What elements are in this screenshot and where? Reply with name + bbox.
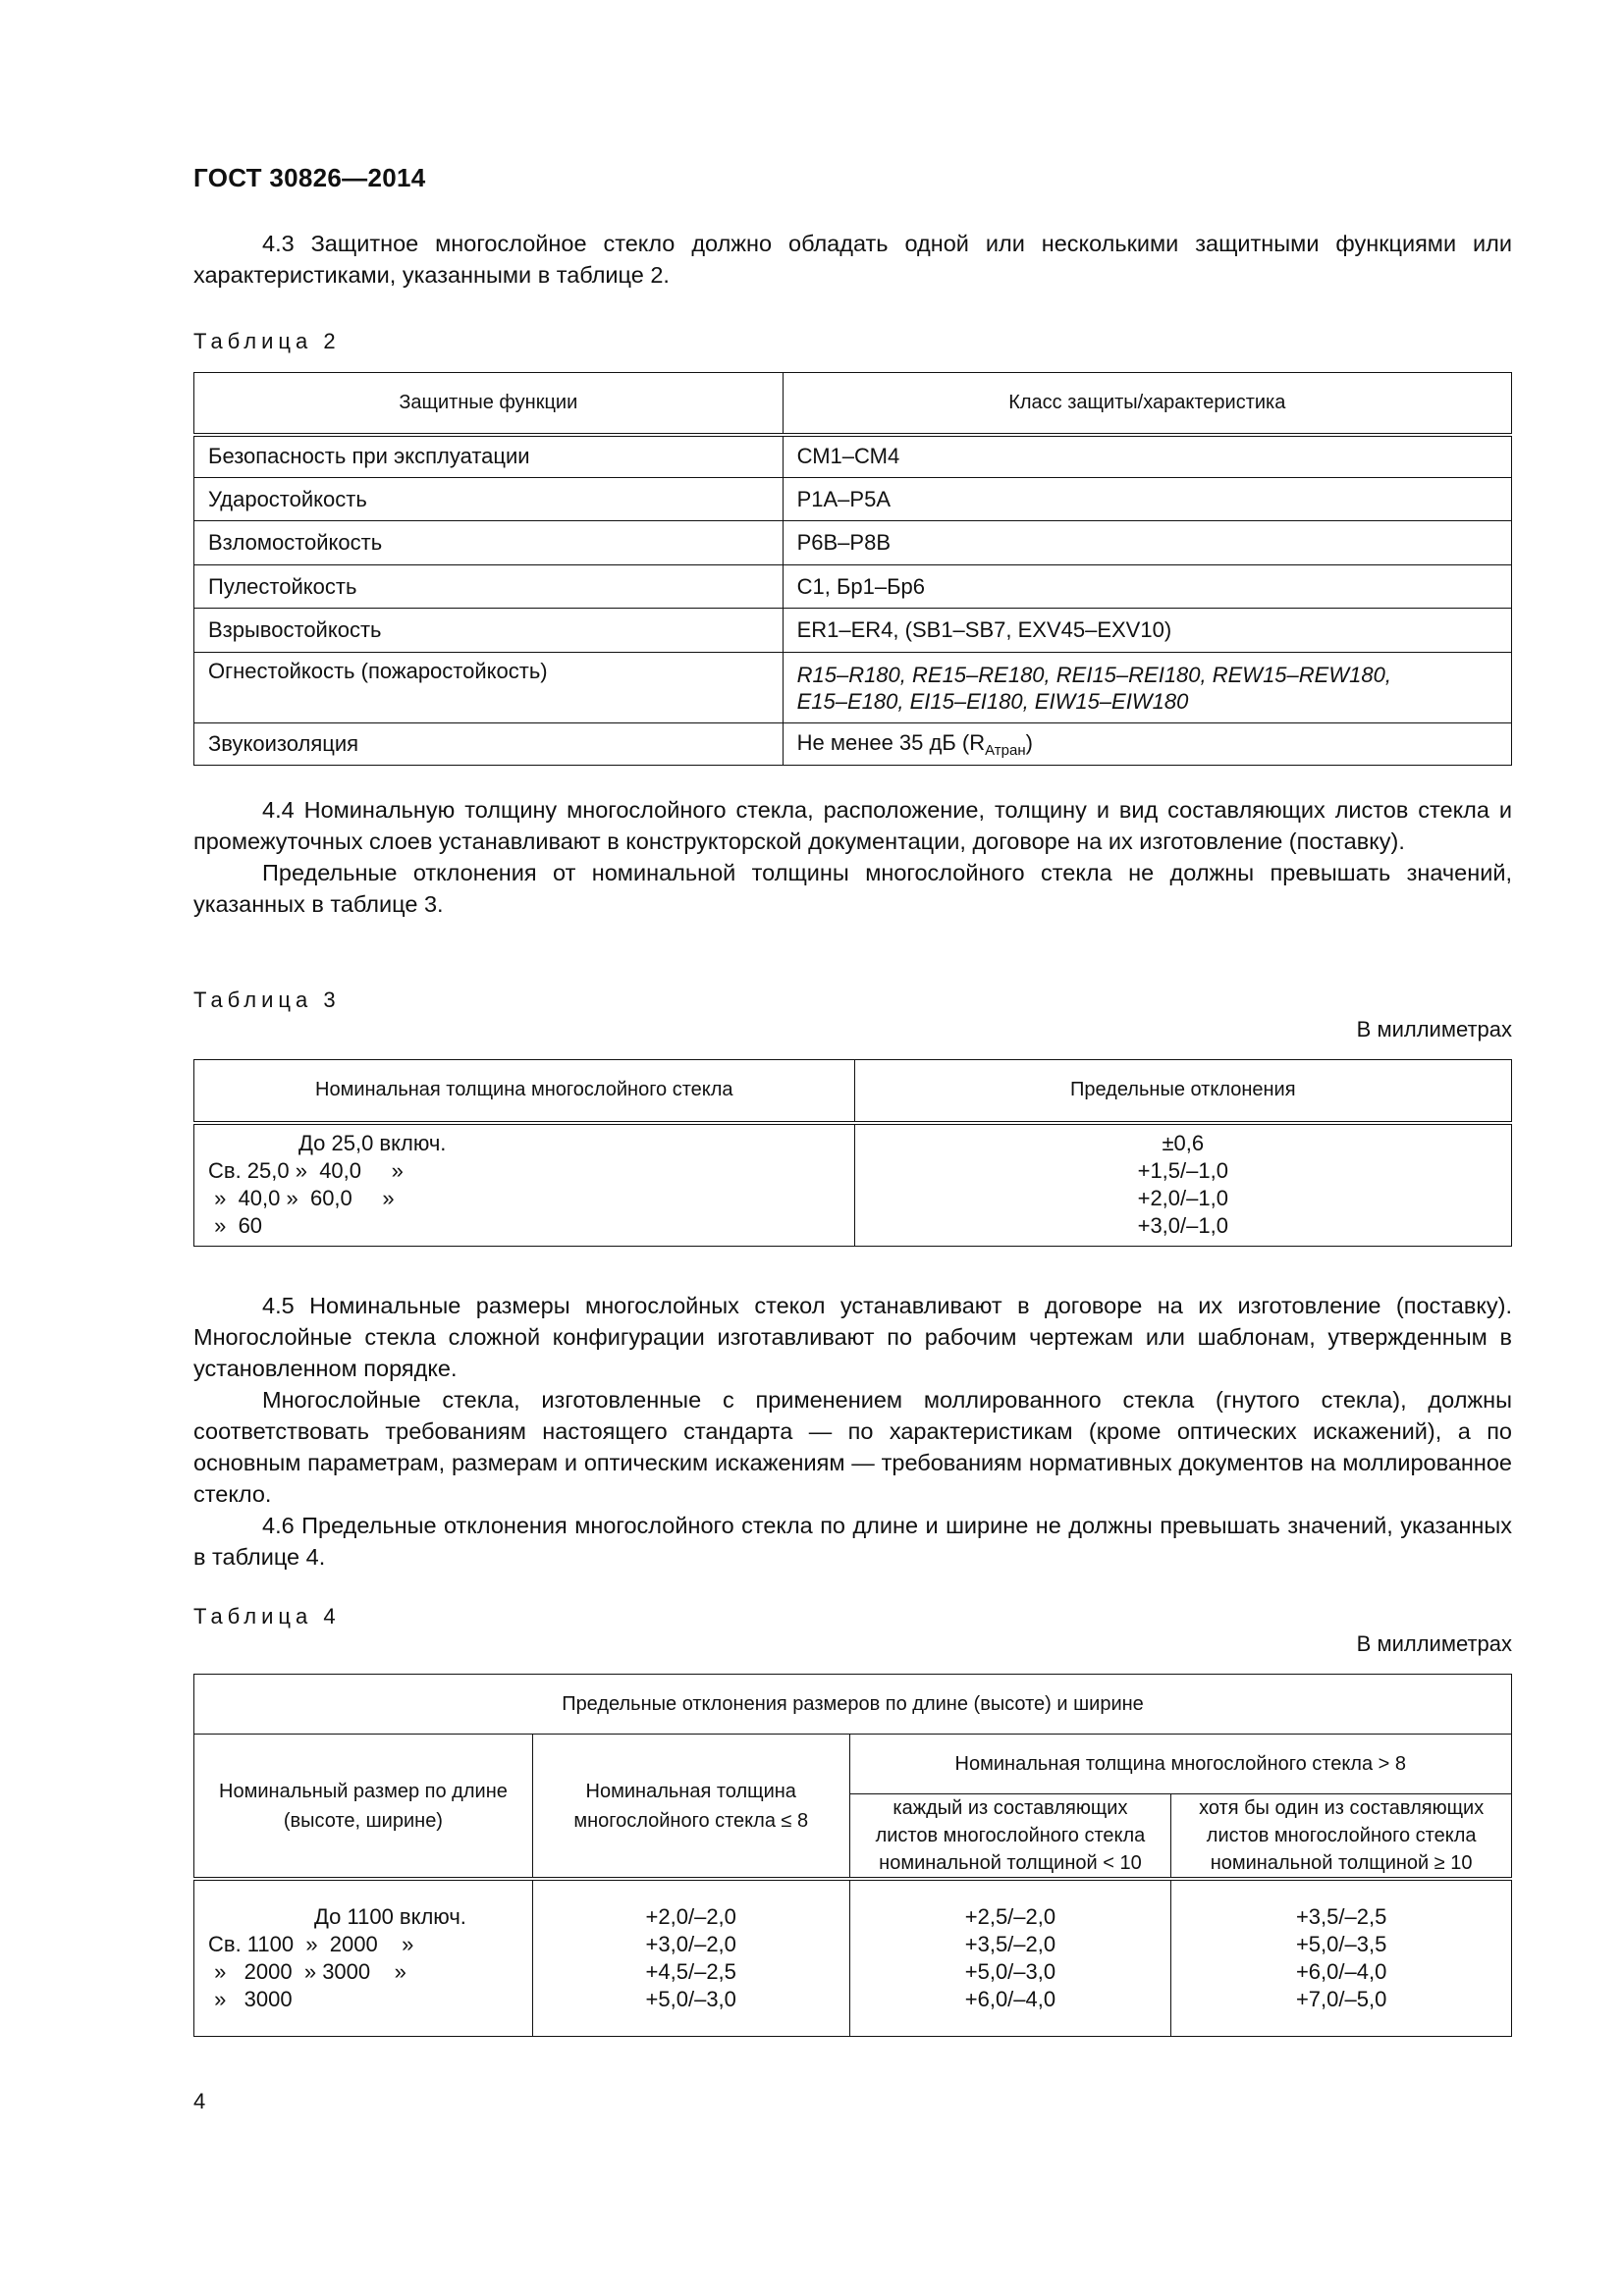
table4-header-le8-line-2: многослойного стекла ≤ 8 <box>573 1809 809 1832</box>
table4-le8-cell: +4,5/–2,5 <box>645 1958 736 1984</box>
table3-header-row <box>194 1060 1512 1123</box>
table2-class: ER1–ER4, (SB1–SB7, EXV45–EXV10) <box>783 609 1511 653</box>
table4-header-ge10-line-3: номинальной толщиной ≥ 10 <box>1210 1852 1473 1874</box>
table4-header-ge10-line-2: листов многослойного стекла <box>1206 1825 1477 1846</box>
table2-class: С1, Бр1–Бр6 <box>783 565 1511 609</box>
table4-le8-cell: +2,0/–2,0 <box>645 1903 736 1929</box>
table2-function: Звукоизоляция <box>194 723 784 766</box>
table4-size-column <box>194 1879 533 2036</box>
table3-deviation-column <box>854 1123 1511 1247</box>
paragraph-4-4-deviations: Предельные отклонения от номинальной толщины многослойного стекла не должны превышать значений, указанных в таблице 3. <box>193 860 1512 917</box>
table4-header-size-line-2: (высоте, ширине) <box>283 1809 443 1832</box>
table4-le8-column <box>532 1879 849 2036</box>
table3-caption: Таблица 3 <box>193 988 341 1012</box>
paragraph-4-4: 4.4 Номинальную толщину многослойного стекла, расположение, толщину и вид составляющих листов стекла и промежуточных слоев устанавливают в конструкторской документации, договоре на их изготовление (поставку). <box>193 797 1512 854</box>
section-4-4 <box>193 794 1512 920</box>
section-4-5-4-6 <box>193 1290 1512 1573</box>
sound-class-subscript: Атран <box>985 741 1026 759</box>
table3-header-thickness: Номинальная толщина многослойного стекла <box>194 1060 855 1123</box>
table3-thickness-cell: » 60 <box>208 1213 263 1239</box>
table4-size-cell: » 3000 <box>208 1986 293 2011</box>
table4-le8-cell: +5,0/–3,0 <box>645 1986 736 2011</box>
table4-header-size-line-1: Номинальный размер по длине <box>219 1780 508 1802</box>
table4-header-gt8-group: Номинальная толщина многослойного стекла > 8 <box>849 1735 1511 1794</box>
table4-ge10-cell: +5,0/–3,5 <box>1295 1931 1387 1956</box>
table3-thickness-cell: До 25,0 включ. <box>298 1131 447 1156</box>
table3-thickness-cell: Св. 25,0 » 40,0 » <box>208 1158 404 1184</box>
table4-header-row-2 <box>194 1735 1512 1794</box>
table2-header-row <box>194 373 1512 435</box>
table4-caption: Таблица 4 <box>193 1604 341 1629</box>
paragraph-4-5: 4.5 Номинальные размеры многослойных стекол устанавливают в договоре на их изготовление (поставку). Многослойные стекла сложной конфигурации изготавливают по рабочим чертежам или шаблонам, утвержденным в установленном порядке. <box>193 1293 1512 1381</box>
table3-body <box>194 1123 1512 1247</box>
table2-class <box>783 723 1511 766</box>
table4-lt10-column <box>849 1879 1171 2036</box>
table4-header-top-row <box>194 1675 1512 1735</box>
table3-units: В миллиметрах <box>1356 1017 1512 1041</box>
table-4 <box>193 1674 1512 2037</box>
table2-class: СМ1–СМ4 <box>783 435 1511 478</box>
table4-header-lt10 <box>849 1794 1171 1880</box>
table-3 <box>193 1059 1512 1247</box>
table4-size-cell: » 2000 » 3000 » <box>208 1958 406 1984</box>
document-title: ГОСТ 30826—2014 <box>193 163 426 192</box>
table3-deviation-cell: ±0,6 <box>1162 1131 1205 1156</box>
table2-class: Р1А–Р5А <box>783 478 1511 521</box>
table4-header-ge10 <box>1171 1794 1512 1880</box>
table4-units: В миллиметрах <box>1356 1631 1512 1656</box>
paragraph-4-5-bent-glass: Многослойные стекла, изготовленные с применением моллированного стекла (гнутого стекла), должны соответствовать требованиям настоящего стандарта — по характеристикам (кроме оптических искажений), а по основным параметрам, размерам и оптическим искажениям — требованиям нормативных документов на моллированное стекло. <box>193 1387 1512 1507</box>
table4-lt10-cell: +2,5/–2,0 <box>964 1903 1056 1929</box>
table4-header-size <box>194 1735 533 1880</box>
table3-thickness-cell: » 40,0 » 60,0 » <box>208 1186 395 1211</box>
table2-header-class: Класс защиты/характеристика <box>783 373 1511 435</box>
table-row <box>194 653 1512 723</box>
table4-lt10-cell: +6,0/–4,0 <box>964 1986 1056 2011</box>
table4-ge10-column <box>1171 1879 1512 2036</box>
paragraph-4-3: 4.3 Защитное многослойное стекло должно обладать одной или несколькими защитными функциями или характеристиками, указанными в таблице 2. <box>193 231 1512 288</box>
table2-function: Огнестойкость (пожаростойкость) <box>194 653 784 723</box>
fire-class-line-2: E15–E180, EI15–EI180, EIW15–EIW180 <box>796 688 1189 714</box>
paragraph-4-6: 4.6 Предельные отклонения многослойного стекла по длине и ширине не должны превышать значений, указанных в таблице 4. <box>193 1513 1512 1570</box>
table2-class <box>783 653 1511 723</box>
table4-lt10-cell: +3,5/–2,0 <box>964 1931 1056 1956</box>
table2-function: Взломостойкость <box>194 521 784 565</box>
table4-header-le8 <box>532 1735 849 1880</box>
sound-class-end: ) <box>1025 729 1033 755</box>
table4-size-cell: Св. 1100 » 2000 » <box>208 1931 414 1956</box>
table-2 <box>193 372 1512 766</box>
table4-size-cell: До 1100 включ. <box>314 1903 466 1929</box>
table4-lt10-cell: +5,0/–3,0 <box>964 1958 1056 1984</box>
table4-header-ge10-line-1: хотя бы один из составляющих <box>1199 1797 1485 1819</box>
table-row <box>194 723 1512 766</box>
table2-function: Пулестойкость <box>194 565 784 609</box>
table4-ge10-cell: +3,5/–2,5 <box>1295 1903 1387 1929</box>
table4-header-lt10-line-3: номинальной толщиной < 10 <box>879 1852 1142 1874</box>
table2-caption: Таблица 2 <box>193 329 341 353</box>
section-4-3 <box>193 228 1512 291</box>
table2-header-functions: Защитные функции <box>194 373 784 435</box>
sound-class-main: Не менее 35 дБ (R <box>796 729 986 755</box>
table4-le8-cell: +3,0/–2,0 <box>645 1931 736 1956</box>
table4-header-lt10-line-2: листов многослойного стекла <box>875 1825 1146 1846</box>
table-row <box>194 478 1512 521</box>
page-number: 4 <box>193 2089 206 2113</box>
table4-header-lt10-line-1: каждый из составляющих <box>893 1797 1128 1819</box>
table4-header-top: Предельные отклонения размеров по длине (высоте) и ширине <box>194 1675 1512 1735</box>
table4-header-le8-line-1: Номинальная толщина <box>585 1780 796 1802</box>
table2-class: Р6В–Р8В <box>783 521 1511 565</box>
fire-class-line-1: R15–R180, RE15–RE180, REI15–REI180, REW15–REW180, <box>796 662 1391 687</box>
table3-deviation-cell: +1,5/–1,0 <box>1137 1158 1228 1184</box>
table3-deviation-cell: +3,0/–1,0 <box>1137 1213 1228 1239</box>
table2-function: Взрывостойкость <box>194 609 784 653</box>
table3-thickness-column <box>194 1123 855 1247</box>
table3-header-deviation: Предельные отклонения <box>854 1060 1511 1123</box>
table-row <box>194 565 1512 609</box>
table2-function: Безопасность при эксплуатации <box>194 435 784 478</box>
table3-deviation-cell: +2,0/–1,0 <box>1137 1186 1228 1211</box>
table-row <box>194 435 1512 478</box>
table4-ge10-cell: +6,0/–4,0 <box>1295 1958 1387 1984</box>
table4-body <box>194 1879 1512 2036</box>
table2-function: Ударостойкость <box>194 478 784 521</box>
table-row <box>194 521 1512 565</box>
table-row <box>194 609 1512 653</box>
table4-ge10-cell: +7,0/–5,0 <box>1295 1986 1387 2011</box>
